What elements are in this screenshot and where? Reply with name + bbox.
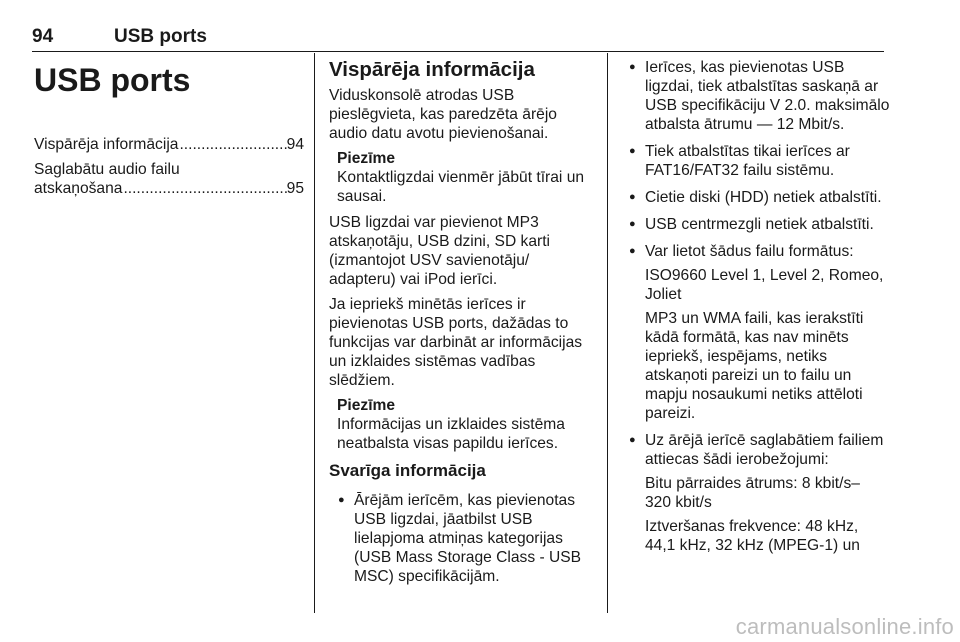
- note-block: [329, 396, 597, 453]
- column-1: [34, 58, 304, 204]
- list-item-subtext: MP3 un WMA faili, kas ierakstīti kādā formātā, kas nav minēts iepriekš, iespējams, netiks atskaņoti pareizi un to failu un mapju nosaukumi netiks attēloti pareizi.: [645, 310, 864, 422]
- list-item-subtext: Iztveršanas frekvence: 48 kHz, 44,1 kHz, 32 kHz (MPEG-1) un: [645, 518, 860, 554]
- chapter-title: USB ports: [34, 62, 191, 98]
- bullet-list: [329, 491, 597, 586]
- toc-entry[interactable]: [34, 160, 304, 198]
- section-heading: Vispārēja informācija: [329, 58, 535, 81]
- list-item: [622, 188, 890, 207]
- toc-leader: [122, 179, 286, 198]
- list-item: [622, 215, 890, 234]
- list-item-subtext: ISO9660 Level 1, Level 2, Romeo, Joliet: [645, 267, 884, 303]
- column-divider-2: [607, 53, 608, 613]
- watermark: carmanualsonline.info: [735, 614, 954, 639]
- list-item: ● Ārējām ierīcēm, kas pievienotas USB ligzdai, jāatbilst USB lielapjoma atmiņas kategorijas (USB Mass Storage Class - USB MSC) specifikācijām.: [329, 491, 597, 586]
- intro-paragraph: Viduskonsolē atrodas USB pieslēgvieta, kas paredzēta ārējo audio datu avotu pievienošanai.: [329, 87, 557, 142]
- column-3: [622, 58, 890, 563]
- list-item-text: USB centrmezgli netiek atbalstīti.: [645, 216, 874, 233]
- paragraph: USB ligzdai var pievienot MP3 atskaņotāju, USB dzini, SD karti (izmantojot USV savienotāju/ adapteru) vai iPod ierīci.: [329, 214, 551, 288]
- list-item-text: Cietie diski (HDD) netiek atbalstīti.: [645, 189, 882, 206]
- column-divider-1: [314, 53, 315, 613]
- bullet-list: [622, 58, 890, 555]
- list-item-text: Tiek atbalstītas tikai ierīces ar FAT16/FAT32 failu sistēmu.: [645, 143, 850, 179]
- list-item: [622, 431, 890, 555]
- list-item: [622, 58, 890, 134]
- note-text: Informācijas un izklaides sistēma neatbalsta visas papildu ierīces.: [337, 416, 565, 452]
- toc-label-line: Saglabātu audio failu: [34, 161, 180, 178]
- header-rule: [32, 51, 884, 52]
- list-item: [622, 142, 890, 180]
- subsection-heading: Svarīga informācija: [329, 461, 486, 480]
- note-heading: Piezīme: [337, 397, 396, 414]
- list-item-text: ● Uz ārējā ierīcē saglabātiem failiem attiecas šādi ierobežojumi:: [645, 432, 884, 468]
- list-item: [622, 242, 890, 423]
- note-block: [329, 149, 597, 206]
- page-header: [32, 26, 884, 50]
- toc-entry[interactable]: [34, 135, 304, 154]
- toc-page: 95: [286, 180, 304, 197]
- toc-label: Vispārēja informācija: [34, 136, 179, 153]
- running-title: USB ports: [114, 26, 207, 47]
- paragraph: Ja iepriekš minētās ierīces ir pievienotas USB ports, dažādas to funkcijas var darbināt ar informācijas un izklaides sistēmas vadības slēdžiem.: [329, 296, 583, 389]
- column-2: [329, 58, 597, 594]
- toc-page: 94: [286, 136, 304, 153]
- page-number: 94: [32, 26, 54, 47]
- list-item-text: ● Var lietot šādus failu formātus:: [645, 243, 854, 260]
- list-item-subtext: Bitu pārraides ātrums: 8 kbit/s– 320 kbit/s: [645, 475, 860, 511]
- toc-leader: [178, 135, 286, 154]
- toc-label: atskaņošana: [34, 180, 123, 197]
- note-heading: Piezīme: [337, 150, 396, 167]
- list-item-text: Ierīces, kas pievienotas USB ligzdai, tiek atbalstītas saskaņā ar USB specifikāciju V 2.0. maksimālo atbalsta ātrumu — 12 Mbit/s.: [645, 59, 890, 133]
- note-text: Kontaktligzdai vienmēr jābūt tīrai un sausai.: [337, 169, 585, 205]
